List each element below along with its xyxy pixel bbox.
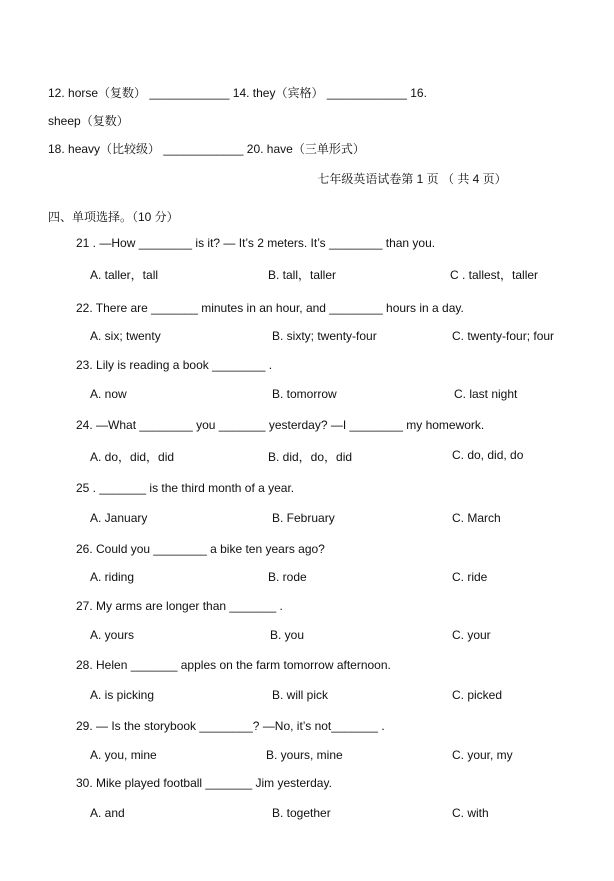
question-21-option-b: B. tall，taller [268,268,337,282]
question-26-option-a: A. riding [90,570,135,584]
question-27-stem: 27. My arms are longer than _______ . [76,599,283,613]
question-26-option-c: C. ride [452,570,488,584]
question-28-option-b: B. will pick [272,688,329,702]
question-22-option-b: B. sixty; twenty-four [272,329,377,343]
question-25-stem: 25 . _______ is the third month of a year. [76,481,295,495]
fill-line-1: 12. horse（复数） ____________ 14. they（宾格） ____________ 16. [48,86,427,100]
question-23-option-a: A. now [90,387,127,401]
question-21-stem: 21 . —How ________ is it? — It’s 2 meters. It’s ________ than you. [76,236,436,250]
question-29-option-b: B. yours, mine [266,748,343,762]
question-29-option-c: C. your, my [452,748,513,762]
question-25-option-b: B. February [272,511,335,525]
question-25-option-a: A. January [90,511,148,525]
question-28-stem: 28. Helen _______ apples on the farm tomorrow afternoon. [76,658,391,672]
question-29-option-a: A. you, mine [90,748,157,762]
question-22-stem: 22. There are _______ minutes in an hour, and ________ hours in a day. [76,301,464,315]
question-22-option-c: C. twenty-four; four [452,329,555,343]
page-footer-text: 七年级英语试卷第 1 页 （ 共 4 页） [317,172,507,186]
question-27-option-b: B. you [270,628,305,642]
question-28-option-a: A. is picking [90,688,155,702]
question-30-option-a: A. and [90,806,125,820]
question-23-option-c: C. last night [454,387,518,401]
section-title: 四、单项选择。（10 分） [48,210,179,224]
question-27-option-a: A. yours [90,628,135,642]
question-26-stem: 26. Could you ________ a bike ten years ago? [76,542,325,556]
question-25-option-c: C. March [452,511,501,525]
question-30-stem: 30. Mike played football _______ Jim yesterday. [76,776,332,790]
page-footer [0,170,614,187]
question-30-option-c: C. with [452,806,489,820]
question-21-option-a: A. taller，tall [90,268,159,282]
question-24-option-a: A. do，did，did [90,450,175,464]
question-27-option-c: C. your [452,628,491,642]
question-23-stem: 23. Lily is reading a book ________ . [76,358,273,372]
fill-line-2: sheep（复数） [48,114,129,128]
question-23-option-b: B. tomorrow [272,387,337,401]
question-28-option-c: C. picked [452,688,503,702]
fill-line-3: 18. heavy（比较级） ____________ 20. have（三单形式） [48,142,365,156]
question-24-option-c: C. do, did, do [452,448,524,462]
question-26-option-b: B. rode [268,570,307,584]
question-24-option-b: B. did，do，did [268,450,353,464]
question-21-option-c: C . tallest，taller [450,268,539,282]
question-30-option-b: B. together [272,806,331,820]
question-29-stem: 29. — Is the storybook ________? —No, it’s not_______ . [76,719,385,733]
question-22-option-a: A. six; twenty [90,329,161,343]
question-24-stem: 24. —What ________ you _______ yesterday? —I ________ my homework. [76,418,485,432]
